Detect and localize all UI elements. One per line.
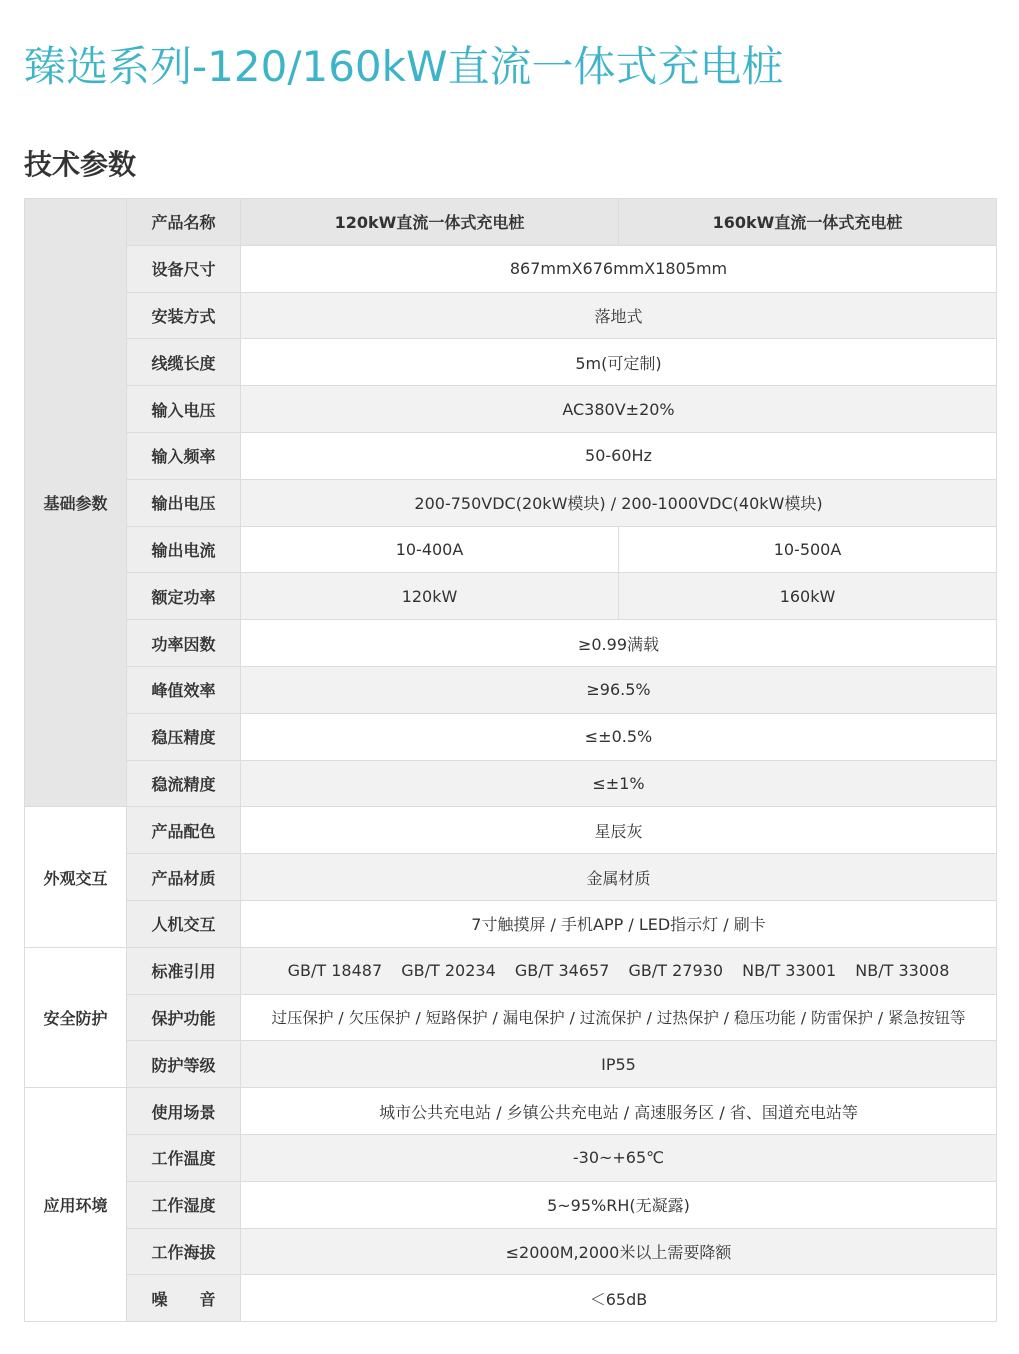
row-value-col2: 160kW <box>619 573 997 620</box>
row-label: 峰值效率 <box>127 666 241 713</box>
table-row <box>25 1041 997 1088</box>
standard-item: GB/T 20234 <box>401 961 496 981</box>
group-basic: 基础参数 <box>25 199 127 807</box>
row-label: 额定功率 <box>127 573 241 620</box>
table-row <box>25 479 997 526</box>
row-value: 867mmX676mmX1805mm <box>241 245 997 292</box>
standard-item: NB/T 33001 <box>742 961 837 981</box>
row-label: 人机交互 <box>127 900 241 947</box>
table-row <box>25 526 997 573</box>
row-label: 功率因数 <box>127 620 241 667</box>
row-label: 保护功能 <box>127 994 241 1041</box>
row-value: 城市公共充电站 / 乡镇公共充电站 / 高速服务区 / 省、国道充电站等 <box>241 1088 997 1135</box>
row-label: 稳流精度 <box>127 760 241 807</box>
row-value: ≤±1% <box>241 760 997 807</box>
table-row <box>25 854 997 901</box>
row-label: 工作湿度 <box>127 1181 241 1228</box>
table-row-header <box>25 199 997 246</box>
table-row <box>25 620 997 667</box>
row-label: 输入频率 <box>127 432 241 479</box>
row-value: -30~+65℃ <box>241 1134 997 1181</box>
row-value: 金属材质 <box>241 854 997 901</box>
row-value: 落地式 <box>241 292 997 339</box>
table-row <box>25 1181 997 1228</box>
table-row <box>25 666 997 713</box>
header-col2: 160kW直流一体式充电桩 <box>619 199 997 246</box>
row-value: IP55 <box>241 1041 997 1088</box>
row-value: 过压保护 / 欠压保护 / 短路保护 / 漏电保护 / 过流保护 / 过热保护 / 稳压功能 / 防雷保护 / 紧急按钮等 <box>241 994 997 1041</box>
table-row <box>25 245 997 292</box>
row-label: 输出电压 <box>127 479 241 526</box>
row-label: 输出电流 <box>127 526 241 573</box>
table-row <box>25 386 997 433</box>
table-row <box>25 1228 997 1275</box>
standard-item: GB/T 18487 <box>287 961 383 981</box>
standard-item: GB/T 27930 <box>628 961 724 981</box>
group-environment: 应用环境 <box>25 1088 127 1322</box>
row-value: 7寸触摸屏 / 手机APP / LED指示灯 / 刷卡 <box>241 900 997 947</box>
table-row <box>25 947 997 994</box>
row-value: ≤±0.5% <box>241 713 997 760</box>
row-label: 噪 音 <box>127 1275 241 1322</box>
row-value: ≤2000M,2000米以上需要降额 <box>241 1228 997 1275</box>
group-safety: 安全防护 <box>25 947 127 1087</box>
header-col1: 120kW直流一体式充电桩 <box>241 199 619 246</box>
row-label: 线缆长度 <box>127 339 241 386</box>
row-label: 标准引用 <box>127 947 241 994</box>
table-row <box>25 1088 997 1135</box>
row-label: 输入电压 <box>127 386 241 433</box>
row-label: 工作海拔 <box>127 1228 241 1275</box>
row-value: ≥96.5% <box>241 666 997 713</box>
row-value-col1: 120kW <box>241 573 619 620</box>
standard-item: GB/T 34657 <box>514 961 610 981</box>
table-row <box>25 339 997 386</box>
group-appearance: 外观交互 <box>25 807 127 947</box>
row-label: 防护等级 <box>127 1041 241 1088</box>
table-row <box>25 1134 997 1181</box>
row-label: 设备尺寸 <box>127 245 241 292</box>
spec-table <box>24 198 997 1322</box>
table-row <box>25 900 997 947</box>
table-row <box>25 292 997 339</box>
row-value: AC380V±20% <box>241 386 997 433</box>
row-value-col2: 10-500A <box>619 526 997 573</box>
row-label: 工作温度 <box>127 1134 241 1181</box>
row-value: 200-750VDC(20kW模块) / 200-1000VDC(40kW模块) <box>241 479 997 526</box>
table-row <box>25 432 997 479</box>
row-value: 星辰灰 <box>241 807 997 854</box>
row-label: 稳压精度 <box>127 713 241 760</box>
table-row <box>25 573 997 620</box>
row-label: 产品配色 <box>127 807 241 854</box>
standard-item: NB/T 33008 <box>855 961 950 981</box>
table-row <box>25 1275 997 1322</box>
row-value: ＜65dB <box>241 1275 997 1322</box>
row-label: 使用场景 <box>127 1088 241 1135</box>
table-row <box>25 994 997 1041</box>
table-row <box>25 760 997 807</box>
page-title: 臻选系列-120/160kW直流一体式充电桩 <box>24 42 784 91</box>
row-value-col1: 10-400A <box>241 526 619 573</box>
row-label: 产品材质 <box>127 854 241 901</box>
row-value: 5~95%RH(无凝露) <box>241 1181 997 1228</box>
row-value: 50-60Hz <box>241 432 997 479</box>
row-value: ≥0.99满载 <box>241 620 997 667</box>
section-title: 技术参数 <box>24 148 137 181</box>
table-row <box>25 713 997 760</box>
row-value-standards <box>241 947 997 994</box>
row-value: 5m(可定制) <box>241 339 997 386</box>
header-label: 产品名称 <box>127 199 241 246</box>
table-row <box>25 807 997 854</box>
row-label: 安装方式 <box>127 292 241 339</box>
